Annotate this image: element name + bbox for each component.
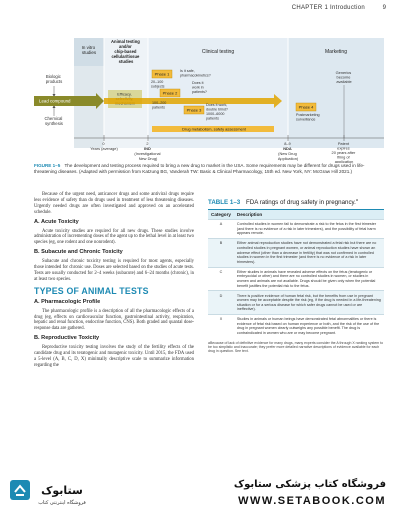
reproductive-toxicity-paragraph: Reproductive toxicity testing involves the study of the fertility effects of the candidate drug and its teratogenic and mutagenic toxicity. Until 2015, the FDA used a 5-level (A, B, C, D, X) minimally descriptive scale to summarize information regarding the	[34, 345, 194, 368]
phase-1-subjects: 20–100 subjects	[151, 80, 165, 89]
column-header-category: Category	[208, 210, 234, 220]
category-cell: A	[208, 220, 234, 239]
description-cell: Controlled studies in women fail to demonstrate a risk to the fetus in the first trimester (and there is no evidence of a risk in later trimesters), and the possibility of fetal harm appears remote.	[234, 220, 384, 239]
category-cell: X	[208, 315, 234, 338]
timeline-ind: 2 IND (Investigational New Drug)	[134, 141, 161, 161]
running-header	[0, 5, 400, 17]
chemical-synthesis-label: Chemical synthesis	[44, 116, 63, 126]
table-title	[208, 198, 384, 206]
heading-types-of-animal-tests: TYPES OF ANIMAL TESTS	[34, 285, 149, 296]
logo-mark-icon	[10, 480, 30, 500]
table-row	[208, 291, 384, 315]
column-header-description: Description	[234, 210, 384, 220]
table-row	[208, 315, 384, 338]
phase-2-question: Does it work in patients?	[192, 81, 207, 94]
figure-label: FIGURE 1–5	[34, 163, 61, 168]
phase-3-label: Phase 3	[186, 107, 202, 113]
heading-reproductive-toxicity: B. Reproductive Toxicity	[34, 335, 100, 342]
fda-ratings-table	[208, 209, 384, 338]
table-header-row	[208, 210, 384, 220]
animal-testing-header: Animal testing and/or chip-based cellular/tissue studies	[110, 39, 140, 64]
watermark-url[interactable]: WWW.SETABOOK.COM	[238, 495, 386, 507]
figure-caption	[34, 163, 384, 175]
left-column	[34, 192, 194, 372]
table-footnote: aBecause of lack of definitive evidence for many drugs, many experts consider the A through X ranking system to be too simplistic and inaccurate; they prefer more detailed narrative descriptions of evidence available for each drug in question. See text.	[208, 340, 384, 354]
phase-2-patients: 100–200 patients	[152, 101, 167, 110]
table-row	[208, 239, 384, 267]
metabolism-label: Drug metabolism, safety assessment	[182, 126, 246, 132]
figure-caption-text: The development and testing process required to bring a new drug to market in the USA. Some requirements may be different for drugs used in life-threatening diseases. (Adapted with permission from Katzung BG, Vanderah TW: Basic & Clinical Pharmacology, 15th ed. New York, NY: McGraw Hill 2021.)	[34, 163, 365, 175]
category-cell: C	[208, 267, 234, 291]
description-cell: Either animal reproduction studies have not demonstrated a fetal risk but there are no controlled studies in pregnant women, or animal reproduction studies have shown an adverse effect (other than a decrease in fertility) that was not confirmed in controlled studies in women in the first trimester (and there is no evidence of a risk in later trimesters).	[234, 239, 384, 267]
category-cell: D	[208, 291, 234, 315]
description-cell: There is positive evidence of human fetal risk, but the benefits from use in pregnant women may be acceptable despite the risk (eg, if the drug is needed in a life-threatening situation or for a serious disease for which safer drugs cannot be used or are ineffective).	[234, 291, 384, 315]
timeline-year-0: 0 Years (average)	[90, 141, 118, 151]
efficacy-label: Efficacy,	[117, 91, 132, 97]
table-fda-ratings	[208, 198, 384, 354]
logo-subtitle: فروشگاه اینترنتی کتاب	[38, 500, 86, 506]
intro-paragraph: Because of the urgent need, anticancer drugs and some antiviral drugs require less evidence of safety than do drugs used in treatment of less threatening diseases. Urgently needed drugs are often investigated and approved on an accelerated schedule.	[34, 192, 194, 215]
phase-4-surveillance: Postmarketing surveillance	[296, 113, 320, 122]
heading-pharmacologic-profile: A. Pharmacologic Profile	[34, 298, 101, 305]
phase-2-label: Phase 2	[162, 90, 178, 96]
heading-acute-toxicity: A. Acute Toxicity	[34, 218, 79, 225]
table-title-text: FDA ratings of drug safety in pregnancy.	[245, 199, 356, 207]
watermark-store-name: فروشگاه کتاب پزشکی ستابوک	[233, 479, 386, 490]
phase-4-label: Phase 4	[298, 104, 314, 110]
pharmacologic-profile-paragraph: The pharmacologic profile is a description of all the pharmacologic effects of a drug (eg, effects on cardiovascular function, gastrointestinal activity, respiration, hepatic and renal function, endocrine function, CNS). Both graded and quantal dose-response data are gathered.	[34, 308, 194, 332]
description-cell: Either studies in animals have revealed adverse effects on the fetus (teratogenic or embryocidal or other) and there are no controlled studies in women, or studies in women and animals are not available. Drugs should be given only when the potential benefit justifies the potential risk to the fetus.	[234, 267, 384, 291]
drug-development-diagram	[34, 38, 384, 163]
page-number: 9	[382, 5, 386, 11]
timeline-patent-expiry: Patent expires 20 years after filing of application	[331, 141, 356, 163]
generics-label: Generics become available	[335, 70, 352, 84]
logo-wordmark: ستابوک	[41, 484, 83, 497]
marketing-header: Marketing	[325, 49, 347, 55]
setabook-logo	[10, 478, 94, 508]
heading-subacute-chronic: B. Subacute and Chronic Toxicity	[34, 249, 123, 256]
phase-1-label: Phase 1	[154, 71, 170, 77]
phase-1-question: Is it safe, pharmacokinetics?	[180, 69, 211, 78]
lead-compound-label: Lead compound	[39, 98, 71, 104]
biologic-products-label: Biologic products	[45, 74, 63, 84]
chapter-title: CHAPTER 1 Introduction	[291, 5, 365, 11]
table-row	[208, 220, 384, 239]
subacute-chronic-paragraph: Subacute and chronic toxicity testing is required for most agents, especially those intended for chronic use. Doses are selected based on the studies of acute tests. Tests are usually conducted for 2–4 weeks (subacute) and 6–24 months (chronic), in at least two species.	[34, 259, 194, 282]
figure-drug-development	[34, 38, 384, 163]
category-cell: B	[208, 239, 234, 267]
description-cell: Studies in animals or human beings have demonstrated fetal abnormalities or there is evidence of fetal risk based on human experience or both, and the risk of the use of the drug in pregnant women clearly outweighs any possible benefit. The drug is contraindicated in women who are or may become pregnant.	[234, 315, 384, 338]
clinical-testing-header: Clinical testing	[201, 49, 235, 55]
table-label: TABLE 1–3	[208, 199, 241, 207]
timeline-nda: 8–9 NDA (New Drug Application)	[277, 141, 299, 161]
acute-toxicity-paragraph: Acute toxicity studies are required for all new drugs. These studies involve administration of incrementing doses of the agent up to the lethal level in at least two species (eg, one rodent and one nonrodent).	[34, 228, 194, 246]
table-row	[208, 267, 384, 291]
phase-3-question: Does it work, double blind? 1000–6000 patients	[206, 103, 228, 121]
table-title-superscript: a	[355, 198, 358, 202]
in-vitro-header: In vitro studies	[81, 45, 97, 55]
